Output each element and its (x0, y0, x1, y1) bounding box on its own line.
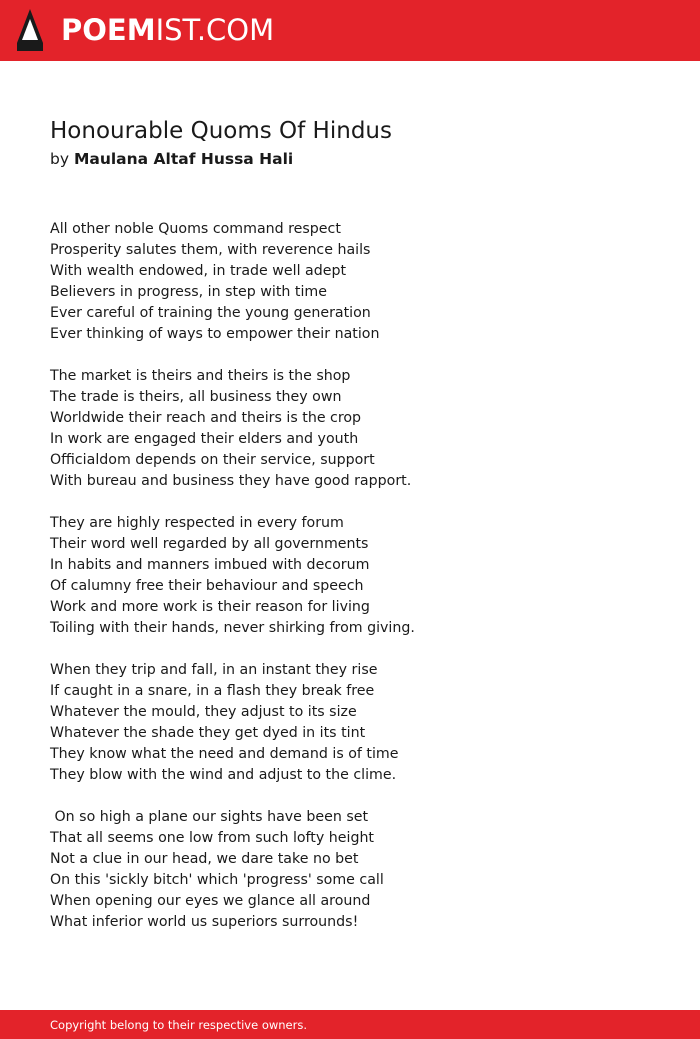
copyright-notice: Copyright belong to their respective owners. (50, 1018, 308, 1032)
poem-line: Whatever the mould, they adjust to its size (50, 704, 357, 720)
poem-line: The market is theirs and theirs is the shop (50, 368, 351, 384)
poem-line: With bureau and business they have good rapport. (50, 473, 412, 489)
poem-line: Whatever the shade they get dyed in its tint (50, 725, 366, 741)
poem-line: When they trip and fall, in an instant they rise (50, 662, 378, 678)
byline-prefix: by (50, 150, 70, 168)
poem-line: On this 'sickly bitch' which 'progress' some call (50, 872, 384, 888)
poem-line: Ever thinking of ways to empower their nation (50, 326, 380, 342)
poem-line: Work and more work is their reason for living (50, 599, 370, 615)
poem-line: What inferior world us superiors surrounds! (50, 914, 359, 930)
poem-line: Of calumny free their behaviour and speech (50, 578, 364, 594)
poem-line: They are highly respected in every forum (50, 515, 344, 531)
poem-title: Honourable Quoms Of Hindus (50, 118, 392, 144)
stanza (50, 366, 670, 492)
site-header (0, 0, 700, 61)
poem-line: Worldwide their reach and theirs is the crop (50, 410, 362, 426)
poem-line: They know what the need and demand is of time (50, 746, 399, 762)
stanza (50, 807, 670, 933)
poem-line: They blow with the wind and adjust to the clime. (50, 767, 397, 783)
poem-line: If caught in a snare, in a flash they break free (50, 683, 375, 699)
poem-body (50, 219, 670, 954)
poem-line: Not a clue in our head, we dare take no bet (50, 851, 359, 867)
poem-line: Prosperity salutes them, with reverence hails (50, 242, 371, 258)
poem-line: Believers in progress, in step with time (50, 284, 327, 300)
poem-line: That all seems one low from such lofty height (50, 830, 374, 846)
poem-line: In work are engaged their elders and youth (50, 431, 359, 447)
poem-line: When opening our eyes we glance all around (50, 893, 371, 909)
poem-line: The trade is theirs, all business they own (50, 389, 342, 405)
site-footer (0, 1010, 700, 1039)
poem-line: In habits and manners imbued with decorum (50, 557, 370, 573)
poem-line: Ever careful of training the young generation (50, 305, 371, 321)
poem-line: With wealth endowed, in trade well adept (50, 263, 347, 279)
poem-line: Officialdom depends on their service, support (50, 452, 375, 468)
stanza (50, 219, 670, 345)
poem-line: Toiling with their hands, never shirking from giving. (50, 620, 415, 636)
site-logo[interactable] (61, 12, 274, 48)
stanza (50, 513, 670, 639)
author-name: Maulana Altaf Hussa Hali (73, 150, 294, 168)
poem-line: All other noble Quoms command respect (50, 221, 341, 237)
poem-line: Their word well regarded by all governments (50, 536, 369, 552)
logo-name-bold: POEM (61, 13, 156, 47)
byline (50, 148, 293, 170)
pencil-tip-icon (17, 9, 43, 51)
logo-name-light: IST.COM (155, 13, 275, 47)
stanza (50, 660, 670, 786)
poem-line: On so high a plane our sights have been set (50, 809, 369, 825)
